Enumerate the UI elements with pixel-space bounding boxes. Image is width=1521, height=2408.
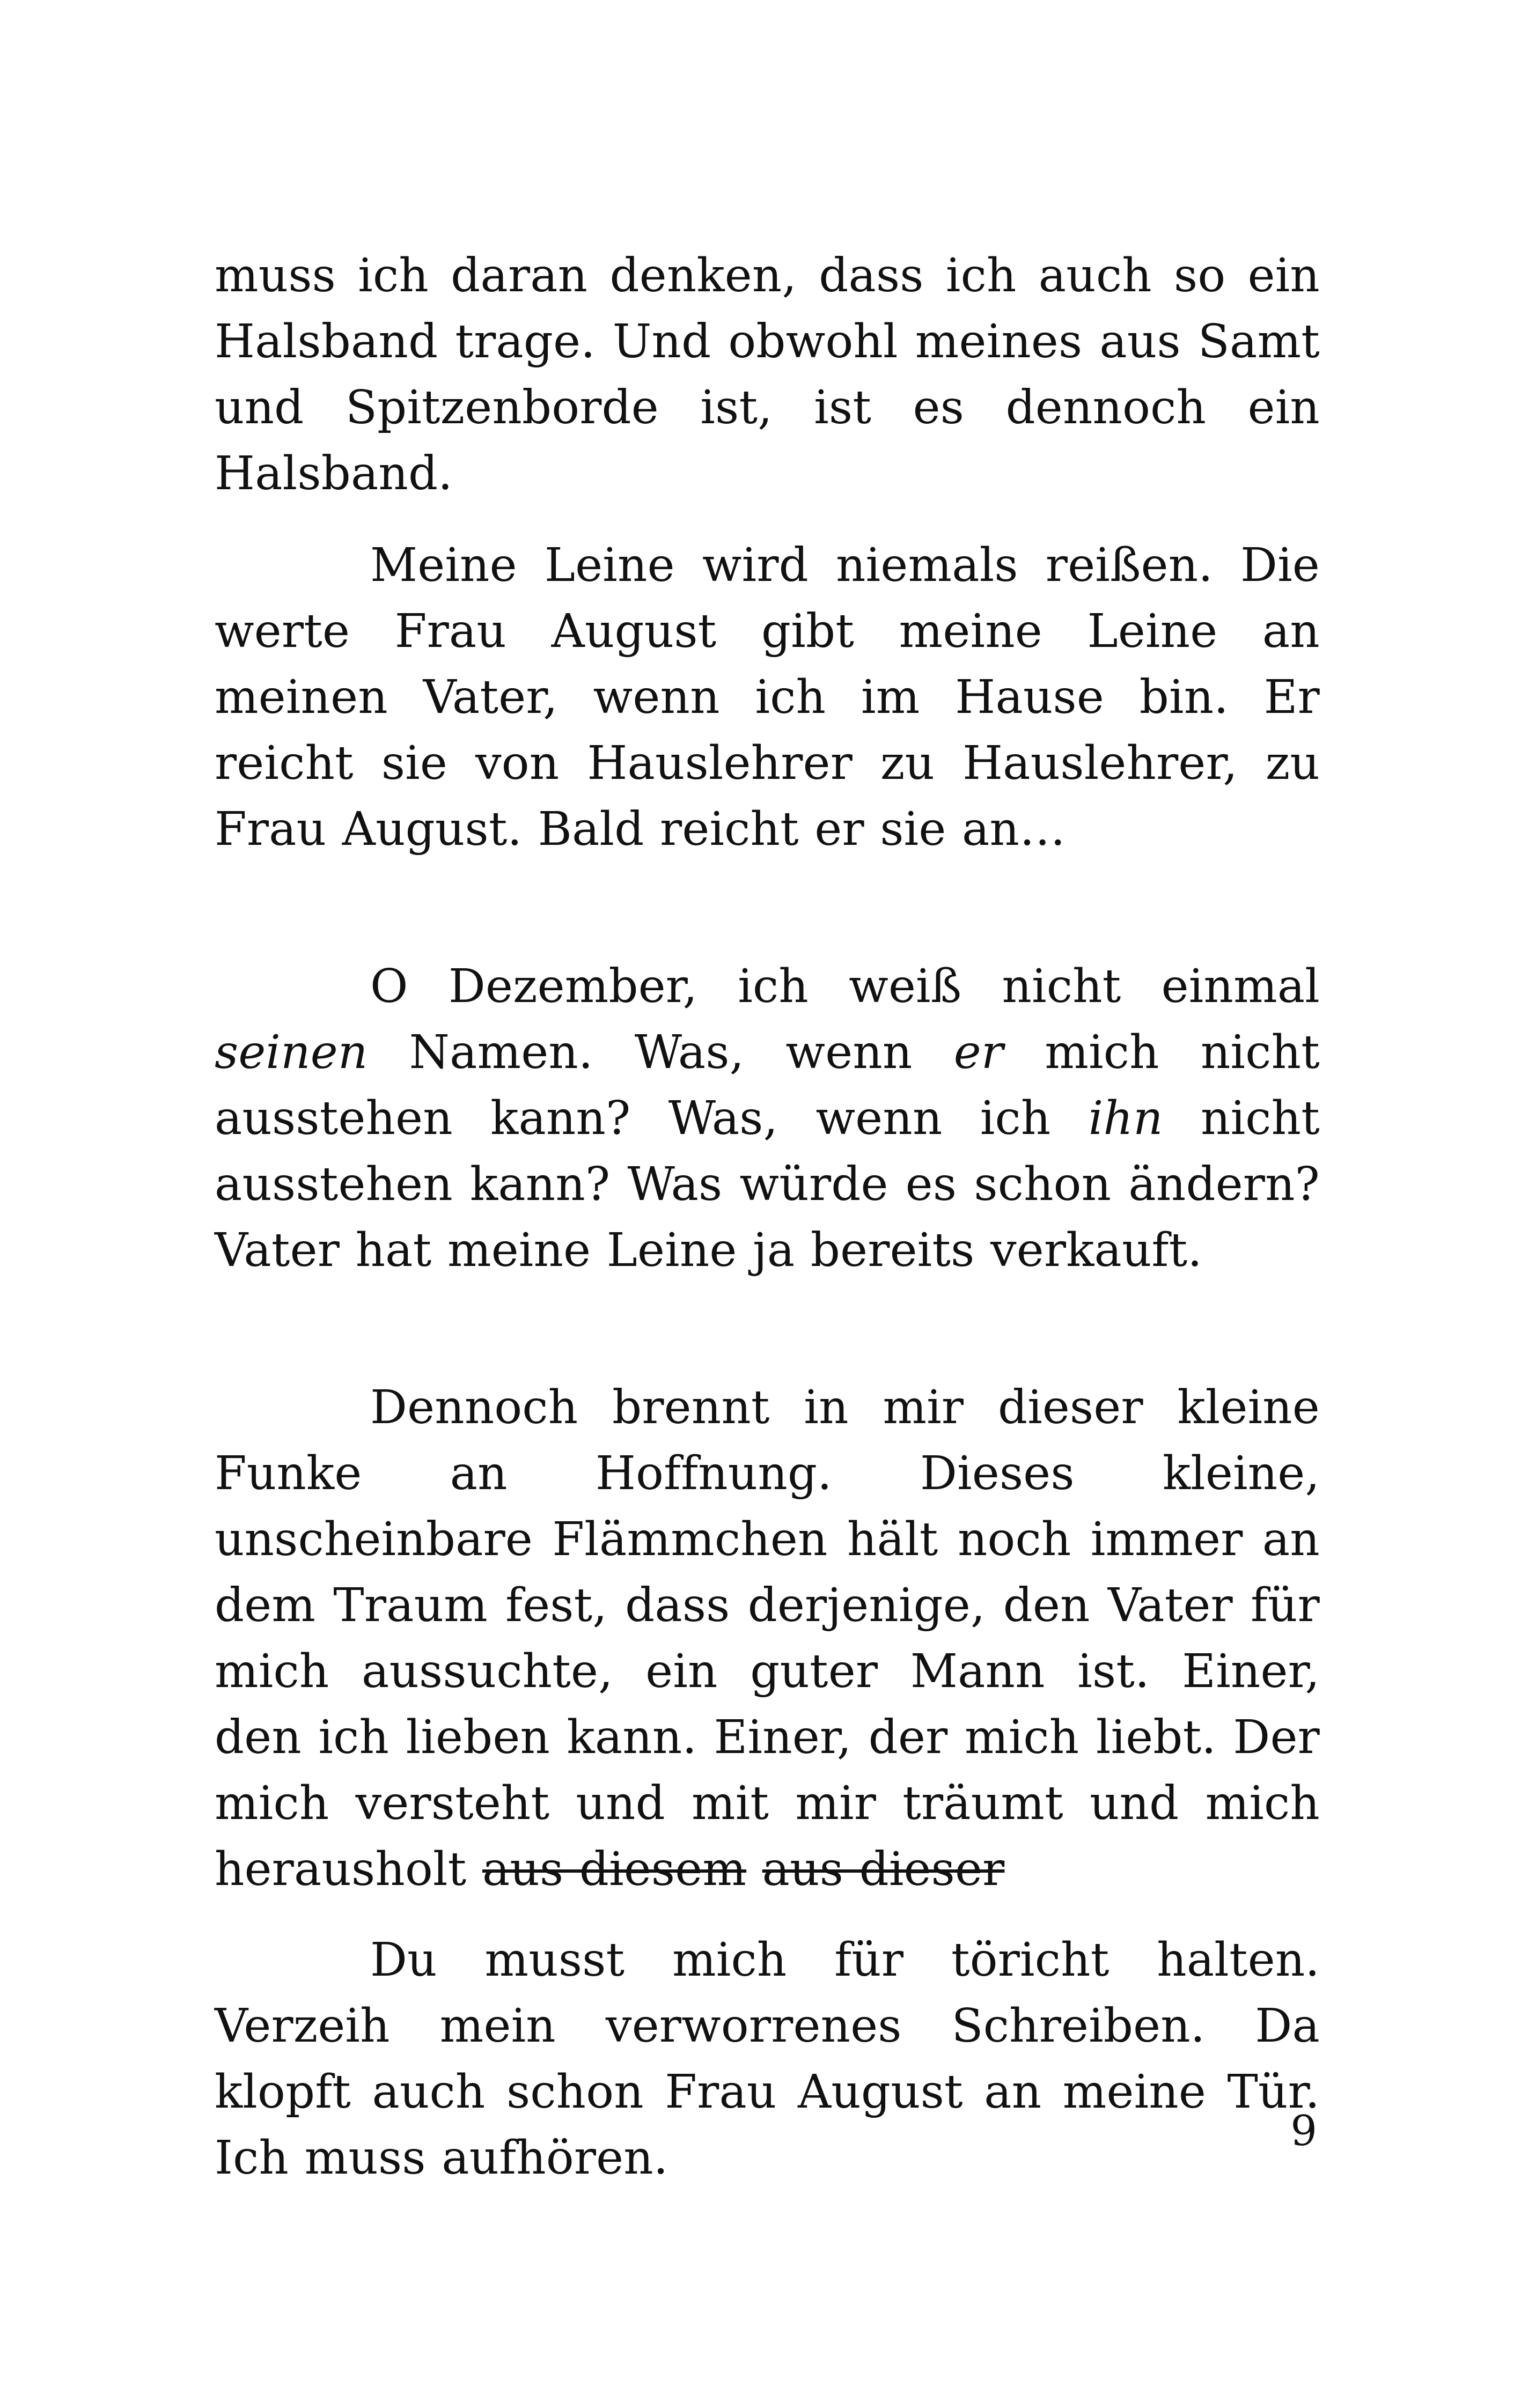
paragraph-2-text: Meine Leine wird niemals reißen. Die werte Frau August gibt meine Leine an meinen Vater, wenn ich im Hause bin. Er reicht sie von Hauslehrer zu Hauslehrer, zu Frau August. Bald reicht er sie an… bbox=[215, 539, 1320, 856]
paragraph-4-space bbox=[746, 1843, 762, 1896]
paragraph-4-strikethrough-2: aus dieser bbox=[762, 1843, 1005, 1896]
paragraph-4-strikethrough-1: aus diesem bbox=[482, 1843, 747, 1896]
paragraph-1-text: muss ich daran denken, dass ich auch so ein Halsband trage. Und obwohl meines aus Samt und Spitzenborde ist, ist es dennoch ein Halsband. bbox=[215, 249, 1320, 500]
paragraph-3-text-3: mich nicht ausstehen kann? Was, wenn ich bbox=[215, 1026, 1320, 1145]
paragraph-5-text: Du musst mich für töricht halten. Verzeih mein verworrenes Schreiben. Da klopft auch schon Frau August an meine Tür. Ich muss aufhören. bbox=[215, 1933, 1320, 2185]
paragraph-1 bbox=[215, 243, 1320, 507]
paragraph-3-text-1: O Dezember, ich weiß nicht einmal bbox=[370, 960, 1320, 1013]
paragraph-4 bbox=[215, 1375, 1320, 1903]
paragraph-4-text: Dennoch brennt in mir dieser kleine Funke an Hoffnung. Dieses kleine, unscheinbare Flämmchen hält noch immer an dem Traum fest, dass derjenige, den Vater für mich aussuchte, ein guter Mann ist. Einer, den ich lieben kann. Einer, der mich liebt. Der mich versteht und mit mir träumt und mich herausholt bbox=[215, 1381, 1320, 1896]
paragraph-3-text-4: nicht ausstehen kann? Was würde es schon ändern? Vater hat meine Leine ja bereits verkauft. bbox=[215, 1092, 1320, 1277]
paragraph-3-italic-ihn: ihn bbox=[1088, 1092, 1163, 1145]
paragraph-3-italic-seinen: seinen bbox=[215, 1026, 368, 1079]
paragraph-2 bbox=[215, 533, 1320, 863]
paragraph-3-italic-er: er bbox=[953, 1026, 1004, 1079]
paragraph-3 bbox=[215, 954, 1320, 1284]
paragraph-5 bbox=[215, 1927, 1320, 2191]
page-number: 9 bbox=[1290, 2107, 1317, 2155]
paragraph-3-text-2: Namen. Was, wenn bbox=[368, 1026, 954, 1079]
